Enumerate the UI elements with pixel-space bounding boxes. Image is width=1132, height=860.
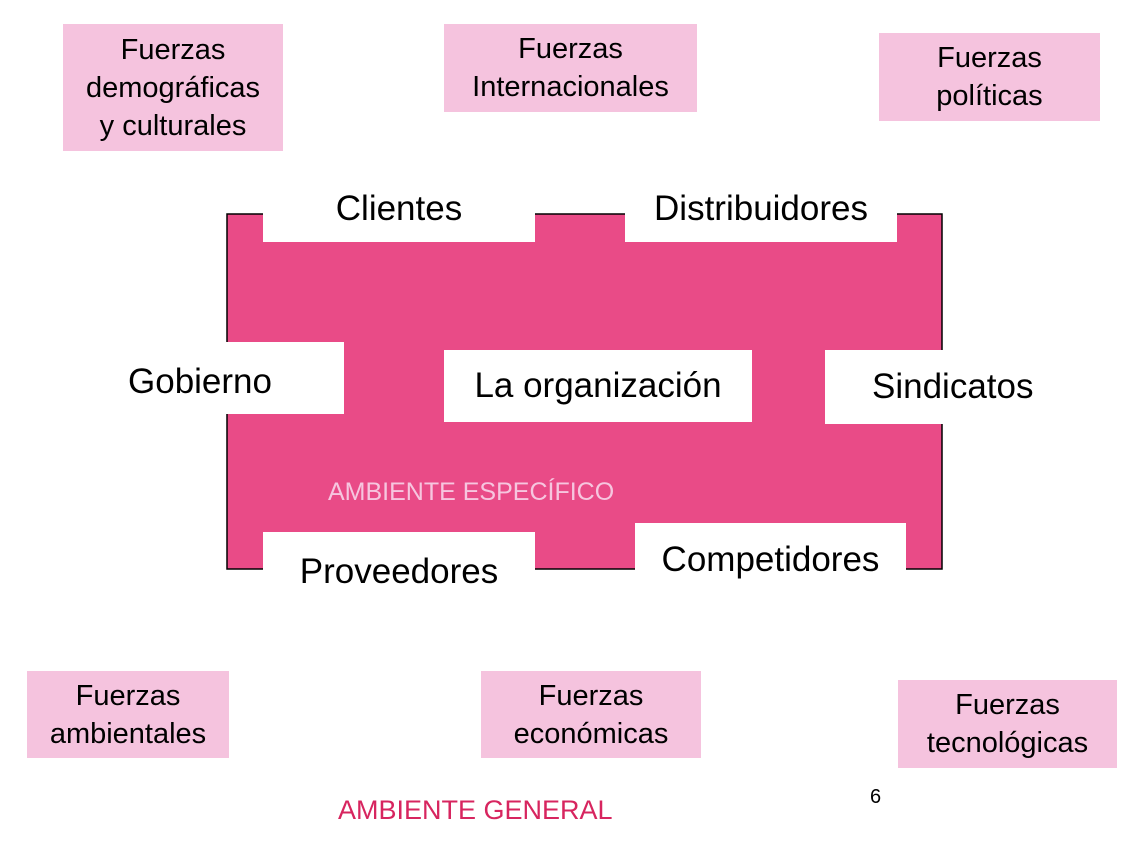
- node-competitors: [635, 523, 906, 596]
- node-distributors-label: Distribuidores: [654, 189, 868, 228]
- page-number: 6: [870, 786, 882, 808]
- force-demographic-cultural: Fuerzas demográficas y culturales: [63, 24, 283, 151]
- force-technological: Fuerzas tecnológicas: [898, 680, 1117, 768]
- force-economic: Fuerzas económicas: [481, 671, 701, 758]
- node-government: [110, 342, 344, 414]
- node-suppliers-label: Proveedores: [299, 552, 499, 591]
- node-government-label: Gobierno: [128, 362, 272, 401]
- force-environmental: Fuerzas ambientales: [27, 671, 229, 758]
- node-unions-label: Sindicatos: [872, 367, 1034, 406]
- specific-environment-label: AMBIENTE ESPECÍFICO: [328, 478, 615, 506]
- general-environment-label: AMBIENTE GENERAL: [338, 795, 613, 825]
- node-clients: [263, 182, 535, 242]
- node-suppliers: [263, 532, 535, 600]
- node-distributors: [625, 182, 897, 242]
- node-unions: [825, 350, 1075, 424]
- force-international: Fuerzas Internacionales: [444, 24, 697, 112]
- node-clients-label: Clientes: [335, 189, 463, 228]
- node-organization: [444, 350, 752, 422]
- node-competitors-label: Competidores: [661, 539, 880, 579]
- force-political: Fuerzas políticas: [879, 33, 1100, 121]
- node-organization-label: La organización: [474, 366, 722, 405]
